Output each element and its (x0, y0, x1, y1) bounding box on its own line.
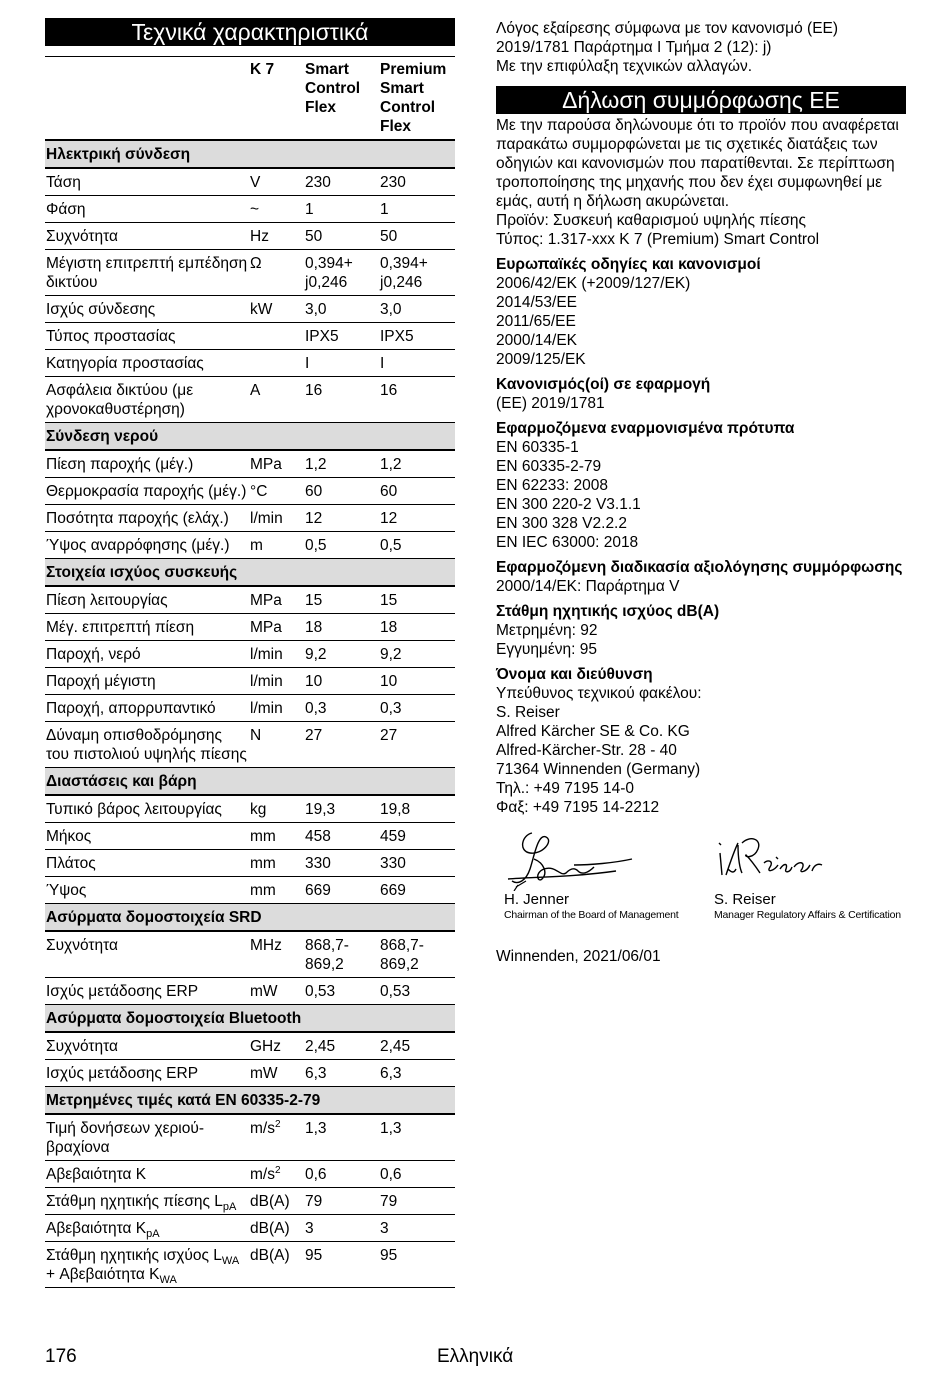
section-heading: Ασύρματα δομοστοιχεία Bluetooth (45, 1005, 455, 1033)
row-value: 27 (304, 722, 379, 768)
declaration-line: EN IEC 63000: 2018 (496, 534, 639, 551)
row-value: 18 (379, 614, 455, 641)
table-row (45, 877, 455, 904)
table-row (45, 823, 455, 850)
declaration-title: Δήλωση συμμόρφωσης ΕΕ (496, 86, 906, 114)
signature-block (714, 829, 901, 922)
row-label: Πίεση λειτουργίας (45, 586, 249, 614)
row-value: 2,45 (379, 1032, 455, 1060)
row-unit: $m/s^2$ (249, 1114, 304, 1161)
row-unit: GHz (249, 1032, 304, 1060)
declaration-section-heading: Όνομα και διεύθυνση (496, 666, 653, 683)
row-value: 9,2 (304, 641, 379, 668)
table-row (45, 1032, 455, 1060)
row-unit: dB(A) (249, 1215, 304, 1242)
row-value: 19,3 (304, 795, 379, 823)
section-heading: Σύνδεση νερού (45, 423, 455, 451)
row-value: 868,7-869,2 (304, 931, 379, 978)
row-value: 16 (304, 377, 379, 423)
declaration-line: 2014/53/ΕΕ (496, 294, 578, 311)
row-value: I (304, 350, 379, 377)
row-value: 6,3 (379, 1060, 455, 1087)
table-row (45, 1060, 455, 1087)
row-unit: MPa (249, 586, 304, 614)
declaration-line: Υπεύθυνος τεχνικού φακέλου: (496, 685, 702, 702)
product-line: Προϊόν: Συσκευή καθαρισμού υψηλής πίεσης (496, 212, 807, 229)
technical-data-title: Τεχνικά χαρακτηριστικά (45, 18, 455, 46)
row-label: Τιμή δονήσεων χεριού-βραχίονα (45, 1114, 249, 1161)
row-label: Στάθμη ηχητικής πίεσης $L_{pA}$ (45, 1188, 249, 1215)
signatures (496, 829, 906, 939)
type-line: Τύπος: 1.317-xxx K 7 (Premium) Smart Control (496, 231, 820, 248)
row-unit: l/min (249, 505, 304, 532)
row-unit: dB(A) (249, 1242, 304, 1288)
row-value: 0,53 (304, 978, 379, 1005)
column-header: Premium Smart Control Flex (379, 57, 455, 141)
row-value: 79 (304, 1188, 379, 1215)
row-value: 15 (304, 586, 379, 614)
row-value: 3 (304, 1215, 379, 1242)
footer-language: Ελληνικά (437, 1346, 514, 1367)
table-row (45, 296, 455, 323)
column-header: K 7 (249, 57, 304, 141)
row-unit: mW (249, 978, 304, 1005)
declaration-line: EN 60335-2-79 (496, 458, 602, 475)
row-value: 95 (379, 1242, 455, 1288)
signature-block (504, 829, 679, 922)
table-section-row (45, 423, 455, 451)
row-value: I (379, 350, 455, 377)
row-value: 868,7-869,2 (379, 931, 455, 978)
row-value: 459 (379, 823, 455, 850)
table-section-row (45, 1005, 455, 1033)
row-label: Συχνότητα (45, 1032, 249, 1060)
row-value: 330 (304, 850, 379, 877)
row-label: Ποσότητα παροχής (ελάχ.) (45, 505, 249, 532)
table-row (45, 377, 455, 423)
row-value: 0,5 (379, 532, 455, 559)
column-header: Smart Control Flex (304, 57, 379, 141)
row-unit: kg (249, 795, 304, 823)
row-label: Συχνότητα (45, 223, 249, 250)
row-value: 6,3 (304, 1060, 379, 1087)
row-value: 3,0 (304, 296, 379, 323)
table-row (45, 1242, 455, 1288)
signature-jenner-icon (504, 829, 654, 891)
table-row (45, 350, 455, 377)
table-row (45, 931, 455, 978)
row-value: 0,3 (304, 695, 379, 722)
row-value: 50 (379, 223, 455, 250)
row-value: 9,2 (379, 641, 455, 668)
row-value: 1,3 (379, 1114, 455, 1161)
row-value: 1,2 (304, 450, 379, 478)
row-value: 18 (304, 614, 379, 641)
declaration-line: Alfred-Kärcher-Str. 28 - 40 (496, 742, 677, 759)
row-value: 50 (304, 223, 379, 250)
row-value: 27 (379, 722, 455, 768)
row-value: 3 (379, 1215, 455, 1242)
row-unit: N (249, 722, 304, 768)
row-label: Στάθμη ηχητικής ισχύος $L_{WA} + A\beta\varepsilon\beta\alpha\iota ό\tau\eta\tau\alpha$ $K_{WA}$ (45, 1242, 249, 1288)
row-unit: A (249, 377, 304, 423)
signature-reiser-icon (714, 829, 834, 891)
exemption-note: Λόγος εξαίρεσης σύμφωνα με τον κανονισμό (ΕΕ) 2019/1781 Παράρτημα I Τμήμα 2 (12): j) (496, 20, 839, 56)
declaration-line: (ΕΕ) 2019/1781 (496, 395, 605, 412)
declaration-line: 2006/42/ΕΚ (+2009/127/ΕΚ) (496, 275, 691, 292)
table-section-row (45, 140, 455, 168)
declaration-line: S. Reiser (496, 704, 560, 721)
row-value: 19,8 (379, 795, 455, 823)
row-unit: Ω (249, 250, 304, 296)
table-row (45, 641, 455, 668)
row-value: 60 (379, 478, 455, 505)
table-row (45, 1114, 455, 1161)
row-unit: l/min (249, 641, 304, 668)
signatory-name: S. Reiser (714, 891, 776, 908)
table-row (45, 223, 455, 250)
declaration-line: Alfred Kärcher SE & Co. KG (496, 723, 690, 740)
row-value: 2,45 (304, 1032, 379, 1060)
row-value: 60 (304, 478, 379, 505)
row-unit: ~ (249, 196, 304, 223)
row-value: 0,5 (304, 532, 379, 559)
row-label: Πλάτος (45, 850, 249, 877)
declaration-line: EN 300 220-2 V3.1.1 (496, 496, 641, 513)
row-value: 0,394+ j0,246 (379, 250, 455, 296)
row-unit: mm (249, 823, 304, 850)
declaration-sections (496, 255, 906, 817)
row-value: 330 (379, 850, 455, 877)
row-label: Δύναμη οπισθοδρόμησης του πιστολιού υψηλής πίεσης (45, 722, 249, 768)
table-row (45, 196, 455, 223)
table-row (45, 586, 455, 614)
row-label: Ασφάλεια δικτύου (με χρονοκαθυστέρηση) (45, 377, 249, 423)
row-unit: MHz (249, 931, 304, 978)
table-row (45, 722, 455, 768)
row-value: 0,6 (379, 1161, 455, 1188)
row-value: 16 (379, 377, 455, 423)
table-row (45, 850, 455, 877)
declaration-line: Φαξ: +49 7195 14-2212 (496, 799, 660, 816)
row-label: Αβεβαιότητα $K_{pA}$ (45, 1215, 249, 1242)
technical-data-table (45, 56, 455, 1288)
declaration-line: EN 60335-1 (496, 439, 579, 456)
declaration-line: EN 300 328 V2.2.2 (496, 515, 627, 532)
row-unit: l/min (249, 668, 304, 695)
row-label: Θερμοκρασία παροχής (μέγ.) (45, 478, 249, 505)
row-value: 1 (379, 196, 455, 223)
row-unit: MPa (249, 614, 304, 641)
row-label: Ισχύς σύνδεσης (45, 296, 249, 323)
row-value: 79 (379, 1188, 455, 1215)
table-row (45, 668, 455, 695)
declaration-line: 2011/65/ΕΕ (496, 313, 576, 330)
row-unit: Hz (249, 223, 304, 250)
row-unit: V (249, 168, 304, 196)
section-heading: Ηλεκτρική σύνδεση (45, 140, 455, 168)
row-label: Ύψος αναρρόφησης (μέγ.) (45, 532, 249, 559)
row-value: 230 (379, 168, 455, 196)
row-label: Τάση (45, 168, 249, 196)
table-section-row (45, 768, 455, 796)
row-unit: m (249, 532, 304, 559)
declaration-section-heading: Εφαρμοζόμενα εναρμονισμένα πρότυπα (496, 420, 795, 437)
row-label: Τυπικό βάρος λειτουργίας (45, 795, 249, 823)
column-header (45, 57, 249, 141)
table-row (45, 532, 455, 559)
row-unit: kW (249, 296, 304, 323)
row-value: 0,53 (379, 978, 455, 1005)
table-row (45, 250, 455, 296)
section-heading: Μετρημένες τιμές κατά EN 60335-2-79 (45, 1087, 455, 1115)
row-value: 10 (379, 668, 455, 695)
table-section-row (45, 904, 455, 932)
row-value: 230 (304, 168, 379, 196)
signatory-name: H. Jenner (504, 891, 570, 908)
row-value: 3,0 (379, 296, 455, 323)
row-value: 0,394+ j0,246 (304, 250, 379, 296)
declaration-line: Μετρημένη: 92 (496, 622, 598, 639)
row-unit: mm (249, 850, 304, 877)
row-label: Πίεση παροχής (μέγ.) (45, 450, 249, 478)
declaration-line: Τηλ.: +49 7195 14-0 (496, 780, 635, 797)
row-unit: mm (249, 877, 304, 904)
row-unit: l/min (249, 695, 304, 722)
declaration-line: 2000/14/ΕΚ: Παράρτημα V (496, 578, 680, 595)
row-label: Μέγ. επιτρεπτή πίεση (45, 614, 249, 641)
table-row (45, 1161, 455, 1188)
row-label: Παροχή, απορρυπαντικό (45, 695, 249, 722)
row-value: 1 (304, 196, 379, 223)
declaration-text: Με την παρούσα δηλώνουμε ότι το προϊόν που αναφέρεται παρακάτω συμμορφώνεται με τις σχετικές διατάξεις των οδηγιών και κανονισμών που παρατίθενται. Σε περίπτωση τροποποίησης της μηχανής που δεν έχει συμφωνηθεί με εμάς, αυτή η δήλωση ακυρώνεται. (496, 117, 899, 210)
row-value: 669 (379, 877, 455, 904)
row-label: Αβεβαιότητα K (45, 1161, 249, 1188)
declaration-line: 2000/14/ΕΚ (496, 332, 578, 349)
table-row (45, 1215, 455, 1242)
table-row (45, 978, 455, 1005)
declaration-line: Εγγυημένη: 95 (496, 641, 597, 658)
row-unit (249, 323, 304, 350)
row-unit (249, 350, 304, 377)
table-row (45, 168, 455, 196)
declaration-line: 2009/125/ΕΚ (496, 351, 586, 368)
row-value: 12 (379, 505, 455, 532)
row-label: Φάση (45, 196, 249, 223)
table-row (45, 478, 455, 505)
declaration-section-heading: Κανονισμός(οί) σε εφαρμογή (496, 376, 711, 393)
row-label: Κατηγορία προστασίας (45, 350, 249, 377)
row-label: Μήκος (45, 823, 249, 850)
technical-data-column (45, 18, 455, 1288)
signatory-title: Chairman of the Board of Management (504, 909, 679, 921)
declaration-section-heading: Εφαρμοζόμενη διαδικασία αξιολόγησης συμμόρφωσης (496, 559, 903, 576)
row-label: Συχνότητα (45, 931, 249, 978)
declaration-section-heading: Ευρωπαϊκές οδηγίες και κανονισμοί (496, 256, 761, 273)
technical-changes-note: Με την επιφύλαξη τεχνικών αλλαγών. (496, 58, 753, 75)
table-row (45, 695, 455, 722)
table-row (45, 450, 455, 478)
row-label: Ύψος (45, 877, 249, 904)
row-value: 0,6 (304, 1161, 379, 1188)
table-row (45, 505, 455, 532)
table-section-row (45, 559, 455, 587)
declaration-line: EN 62233: 2008 (496, 477, 609, 494)
declaration-section-heading: Στάθμη ηχητικής ισχύος dB(A) (496, 603, 720, 620)
row-value: 0,3 (379, 695, 455, 722)
row-label: Παροχή, νερό (45, 641, 249, 668)
table-row (45, 323, 455, 350)
row-value: IPX5 (379, 323, 455, 350)
row-unit: $m/s^2$ (249, 1161, 304, 1188)
table-header-row (45, 57, 455, 141)
declaration-line: 71364 Winnenden (Germany) (496, 761, 701, 778)
row-unit: MPa (249, 450, 304, 478)
row-value: 669 (304, 877, 379, 904)
row-label: Ισχύς μετάδοσης ERP (45, 1060, 249, 1087)
row-value: 95 (304, 1242, 379, 1288)
row-unit: mW (249, 1060, 304, 1087)
row-label: Τύπος προστασίας (45, 323, 249, 350)
section-heading: Διαστάσεις και βάρη (45, 768, 455, 796)
row-label: Ισχύς μετάδοσης ERP (45, 978, 249, 1005)
row-value: 10 (304, 668, 379, 695)
place-date: Winnenden, 2021/06/01 (496, 948, 661, 965)
row-value: 15 (379, 586, 455, 614)
table-section-row (45, 1087, 455, 1115)
row-label: Παροχή μέγιστη (45, 668, 249, 695)
row-unit: °C (249, 478, 304, 505)
row-value: IPX5 (304, 323, 379, 350)
section-heading: Στοιχεία ισχύος συσκευής (45, 559, 455, 587)
declaration-column (496, 19, 906, 966)
row-value: 458 (304, 823, 379, 850)
signatory-title: Manager Regulatory Affairs & Certification (714, 909, 901, 921)
row-value: 1,3 (304, 1114, 379, 1161)
section-heading: Ασύρματα δομοστοιχεία SRD (45, 904, 455, 932)
page-number: 176 (45, 1346, 77, 1367)
table-row (45, 795, 455, 823)
row-value: 12 (304, 505, 379, 532)
row-label: Μέγιστη επιτρεπτή εμπέδηση δικτύου (45, 250, 249, 296)
row-unit: dB(A) (249, 1188, 304, 1215)
table-row (45, 614, 455, 641)
table-row (45, 1188, 455, 1215)
row-value: 1,2 (379, 450, 455, 478)
